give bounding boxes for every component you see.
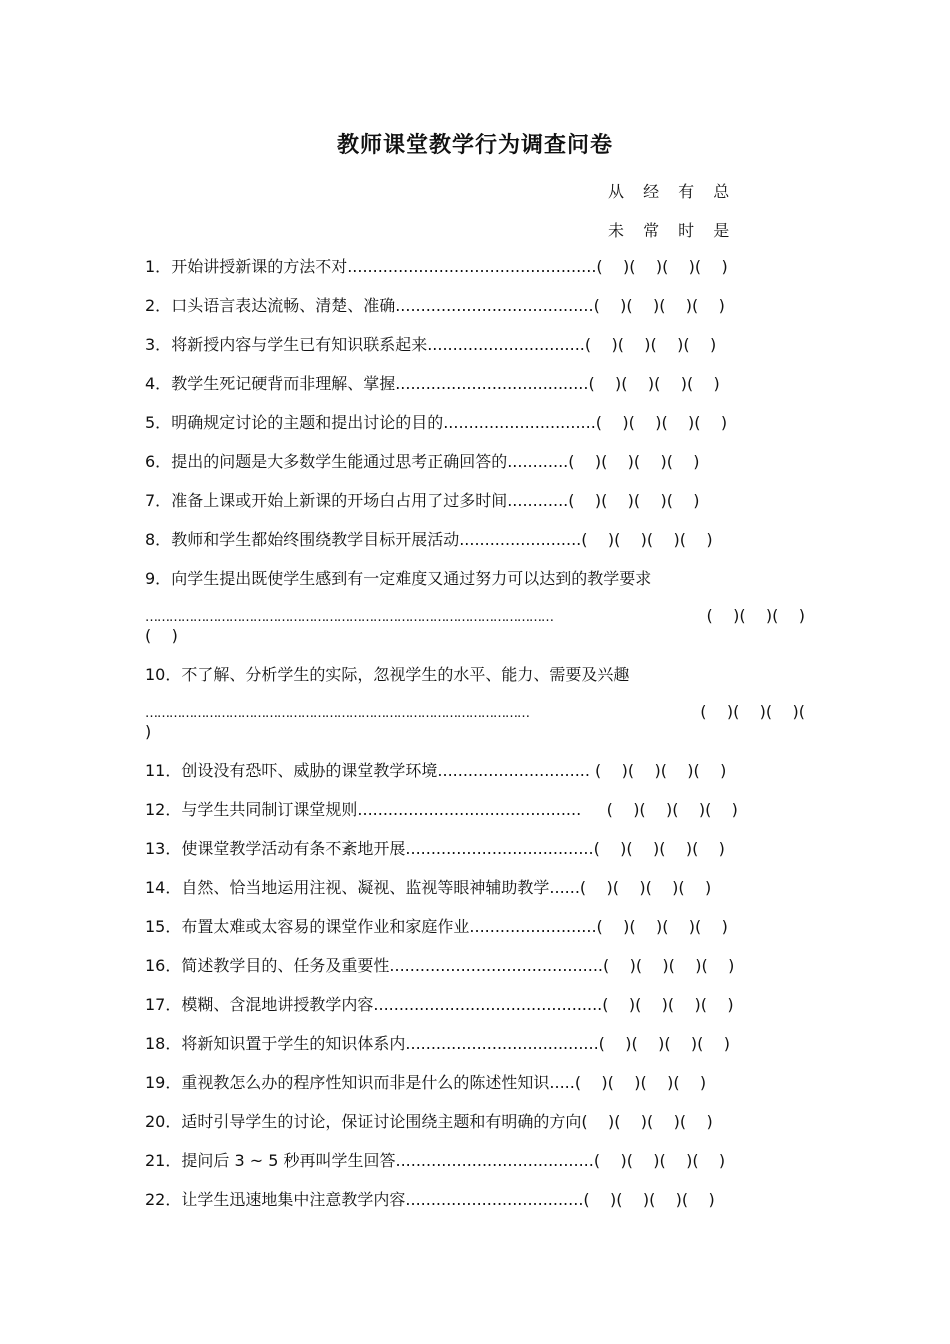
item-text: 教师和学生都始终围绕教学目标开展活动 <box>171 530 460 549</box>
item-number: 15． <box>145 917 182 936</box>
question-item-2 <box>145 296 725 316</box>
item-text: 适时引导学生的讨论，保证讨论围绕主题和有明确的方向 <box>181 1112 582 1131</box>
dot-leader: .............................. <box>443 413 596 432</box>
question-item-9-continuation <box>145 606 805 628</box>
dot-leader: ………………………………………………………………………………………… <box>145 610 553 625</box>
answer-marks[interactable]: ( )( )( )( ) <box>588 374 720 393</box>
answer-marks[interactable]: ( )( )( )( ) <box>574 1073 707 1092</box>
item-number: 1． <box>145 257 172 276</box>
question-item-13 <box>145 839 725 859</box>
item-number: 4． <box>145 374 172 393</box>
question-item-5 <box>145 413 727 433</box>
answer-marks[interactable]: ( )( )( )( ) <box>598 1034 730 1053</box>
answer-marks[interactable]: ( )( )( )( ) <box>593 839 725 858</box>
answer-marks[interactable]: ( )( )( )( ) <box>583 1190 715 1209</box>
question-item-1 <box>145 257 728 277</box>
item-number: 17． <box>145 995 182 1014</box>
question-item-4 <box>145 374 720 394</box>
question-item-20 <box>145 1112 713 1132</box>
item-number: 12． <box>145 800 182 819</box>
question-item-7 <box>145 491 700 511</box>
item-number: 5． <box>145 413 172 432</box>
answer-marks[interactable]: ( )( )( )( ) <box>596 917 728 936</box>
item-text: 提问后 3 ~ 5 秒再叫学生回答 <box>181 1151 396 1170</box>
item-text: 使课堂教学活动有条不紊地开展 <box>181 839 406 858</box>
item-number: 22． <box>145 1190 182 1209</box>
dot-leader: ............................................ <box>357 800 582 819</box>
answer-marks[interactable]: ( )( )( )( ) <box>581 1112 713 1131</box>
question-item-9 <box>145 569 651 589</box>
item-number: 6． <box>145 452 172 471</box>
answer-marks[interactable]: ( )( )( )( ) <box>584 335 717 354</box>
item-text: 教学生死记硬背而非理解、掌握 <box>171 374 396 393</box>
dot-leader: ............ <box>507 491 569 510</box>
answer-marks[interactable]: ( )( )( )( ) <box>593 1151 726 1170</box>
item-text: 将新授内容与学生已有知识联系起来 <box>171 335 428 354</box>
answer-marks[interactable]: ( )( )( )( ) <box>568 491 700 510</box>
dot-leader: ..................................... <box>405 839 594 858</box>
question-item-15 <box>145 917 728 937</box>
item-text: 开始讲授新课的方法不对 <box>171 257 348 276</box>
question-item-14 <box>145 878 711 898</box>
item-text: 明确规定讨论的主题和提出讨论的目的 <box>171 413 444 432</box>
dot-leader: ....................................... <box>395 296 594 315</box>
item-number: 2． <box>145 296 172 315</box>
dot-leader: ........................ <box>459 530 582 549</box>
item-number: 16． <box>145 956 182 975</box>
answer-marks[interactable]: ( )( )( ) <box>706 606 805 625</box>
column-header-row-1: 从 经 有 总 <box>608 182 737 201</box>
answer-marks[interactable]: ( )( )( )( ) <box>581 800 738 819</box>
item-number: 9． <box>145 569 172 588</box>
item-number: 11． <box>145 761 182 780</box>
item-text: 不了解、分析学生的实际，忽视学生的水平、能力、需要及兴趣 <box>181 665 630 684</box>
answer-marks[interactable]: ( )( )( )( ) <box>581 530 713 549</box>
dot-leader: .......................................... <box>389 956 603 975</box>
question-item-10-wrap <box>145 722 805 742</box>
question-item-6 <box>145 452 700 472</box>
item-text: 自然、恰当地运用注视、凝视、监视等眼神辅助教学 <box>181 878 550 897</box>
item-number: 20． <box>145 1112 182 1131</box>
dot-leader: .............................. <box>437 761 590 780</box>
item-number: 19． <box>145 1073 182 1092</box>
dot-leader: ......................... <box>469 917 597 936</box>
item-text: 布置太难或太容易的课堂作业和家庭作业 <box>181 917 470 936</box>
answer-marks[interactable]: ( )( )( )( <box>700 702 805 721</box>
question-item-12 <box>145 800 738 820</box>
dot-leader: ...... <box>549 878 580 897</box>
answer-marks[interactable]: ( )( )( )( ) <box>589 761 727 780</box>
item-text: 重视教怎么办的程序性知识而非是什么的陈述性知识 <box>181 1073 550 1092</box>
answer-marks[interactable]: ( )( )( )( ) <box>602 995 734 1014</box>
question-item-18 <box>145 1034 730 1054</box>
question-item-22 <box>145 1190 715 1210</box>
item-text: 与学生共同制订课堂规则 <box>181 800 358 819</box>
question-item-17 <box>145 995 734 1015</box>
dot-leader: ..... <box>549 1073 575 1092</box>
dot-leader: ................................................. <box>347 257 597 276</box>
answer-marks[interactable]: ( )( )( )( ) <box>593 296 725 315</box>
dot-leader: ...................................... <box>395 374 589 393</box>
item-number: 18． <box>145 1034 182 1053</box>
dot-leader: ...................................... <box>405 1034 599 1053</box>
item-number: 14． <box>145 878 182 897</box>
item-text: 准备上课或开始上新课的开场白占用了过多时间 <box>171 491 508 510</box>
dot-leader: ................................... <box>405 1190 584 1209</box>
item-text: 向学生提出既使学生感到有一定难度又通过努力可以达到的教学要求 <box>171 569 652 588</box>
dot-leader: ....................................... <box>395 1151 594 1170</box>
answer-marks[interactable]: ( )( )( )( ) <box>595 413 728 432</box>
question-item-10-continuation <box>145 702 805 724</box>
question-item-9-wrap <box>145 626 805 646</box>
item-number: 10． <box>145 665 182 684</box>
answer-marks[interactable]: ) <box>145 722 152 741</box>
page-title: 教师课堂教学行为调查问卷 <box>336 133 613 158</box>
answer-marks[interactable]: ( )( )( )( ) <box>596 257 728 276</box>
dot-leader: ............................................. <box>373 995 603 1014</box>
item-number: 13． <box>145 839 182 858</box>
column-header-row-2: 未 常 时 是 <box>608 221 737 240</box>
item-text: 模糊、含混地讲授教学内容 <box>181 995 374 1014</box>
question-item-19 <box>145 1073 706 1093</box>
question-item-10 <box>145 665 629 685</box>
item-text: 口头语言表达流畅、清楚、准确 <box>171 296 396 315</box>
item-number: 21． <box>145 1151 182 1170</box>
item-text: 简述教学目的、任务及重要性 <box>181 956 390 975</box>
item-text: 将新知识置于学生的知识体系内 <box>181 1034 406 1053</box>
question-item-3 <box>145 335 716 355</box>
item-number: 7． <box>145 491 172 510</box>
question-item-8 <box>145 530 713 550</box>
item-number: 8． <box>145 530 172 549</box>
answer-marks[interactable]: ( )( )( )( ) <box>579 878 712 897</box>
item-text: 提出的问题是大多数学生能通过思考正确回答的 <box>171 452 508 471</box>
answer-marks[interactable]: ( )( )( )( ) <box>568 452 700 471</box>
answer-marks[interactable]: ( ) <box>145 626 178 645</box>
item-text: 让学生迅速地集中注意教学内容 <box>181 1190 406 1209</box>
dot-leader: …………………………………………………………………………………… <box>145 706 529 721</box>
question-item-21 <box>145 1151 725 1171</box>
item-text: 创设没有恐吓、威胁的课堂教学环境 <box>181 761 438 780</box>
answer-marks[interactable]: ( )( )( )( ) <box>603 956 735 975</box>
item-number: 3． <box>145 335 172 354</box>
dot-leader: ............ <box>507 452 569 471</box>
question-item-16 <box>145 956 734 976</box>
dot-leader: ............................... <box>427 335 585 354</box>
question-item-11 <box>145 761 726 781</box>
